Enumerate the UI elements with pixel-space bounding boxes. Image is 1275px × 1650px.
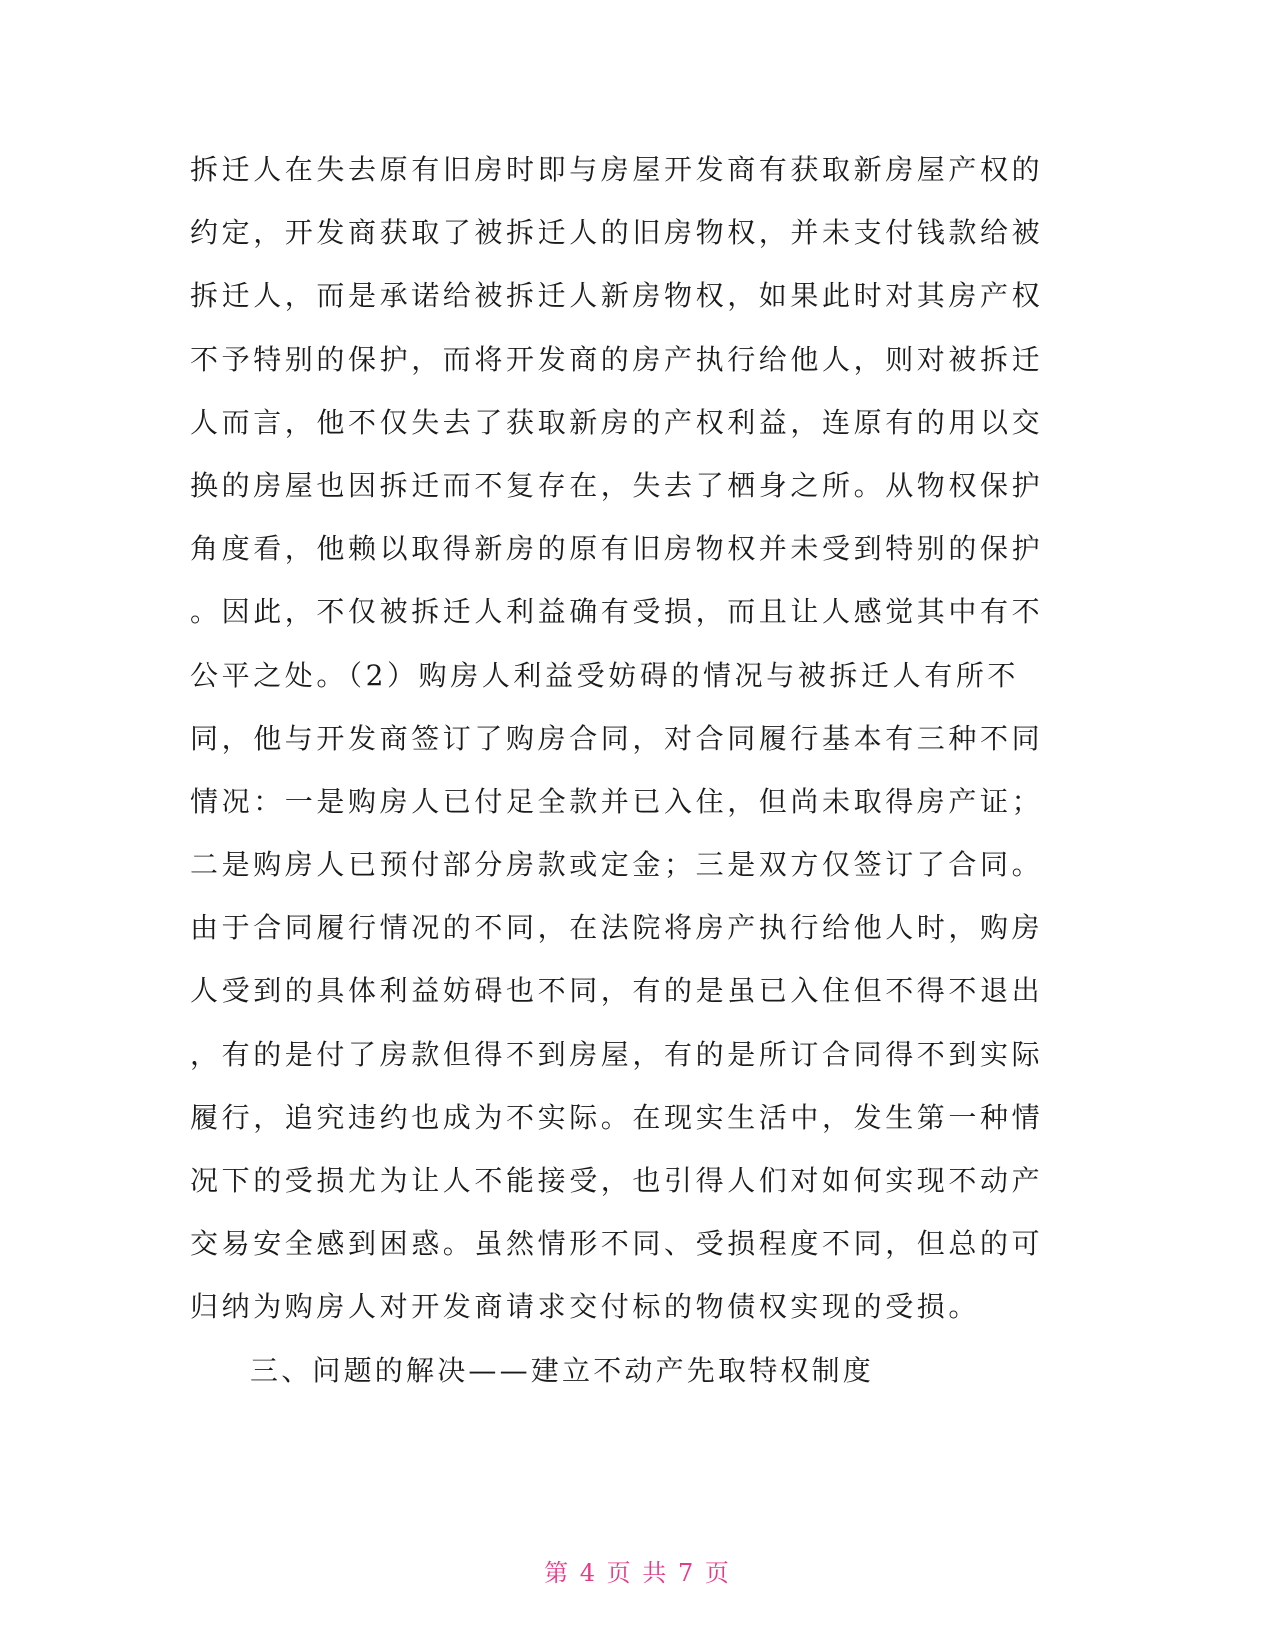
text-line: 。因此，不仅被拆迁人利益确有受损，而且让人感觉其中有不	[190, 595, 1044, 629]
text-line: 不予特别的保护，而将开发商的房产执行给他人，则对被拆迁	[190, 342, 1044, 376]
text-line: 情况：一是购房人已付足全款并已入住，但尚未取得房产证；	[190, 784, 1044, 818]
section-heading: 三、问题的解决——建立不动产先取特权制度	[250, 1353, 875, 1387]
text-line: 二是购房人已预付部分房款或定金；三是双方仅签订了合同。	[190, 848, 1044, 882]
text-line: 换的房屋也因拆迁而不复存在，失去了栖身之所。从物权保护	[190, 468, 1044, 502]
text-line: 况下的受损尤为让人不能接受，也引得人们对如何实现不动产	[190, 1164, 1044, 1197]
text-line: 约定，开发商获取了被拆迁人的旧房物权，并未支付钱款给被	[190, 216, 1044, 250]
text-line: 公平之处。（2）购房人利益受妨碍的情况与被拆迁人有所不	[190, 658, 1020, 692]
text-line: 角度看，他赖以取得新房的原有旧房物权并未受到特别的保护	[190, 532, 1044, 566]
text-line: ，有的是付了房款但得不到房屋，有的是所订合同得不到实际	[190, 1037, 1044, 1071]
text-line: 拆迁人在失去原有旧房时即与房屋开发商有获取新房屋产权的	[190, 153, 1044, 186]
text-line: 由于合同履行情况的不同，在法院将房产执行给他人时，购房	[190, 911, 1044, 945]
text-line: 拆迁人，而是承诺给被拆迁人新房物权，如果此时对其房产权	[190, 279, 1044, 313]
page-number-footer: 第 4 页 共 7 页	[544, 1559, 731, 1587]
text-line: 履行，追究违约也成为不实际。在现实生活中，发生第一种情	[190, 1100, 1044, 1134]
text-line: 同，他与开发商签订了购房合同，对合同履行基本有三种不同	[190, 721, 1044, 755]
text-line: 归纳为购房人对开发商请求交付标的物债权实现的受损。	[190, 1290, 981, 1324]
text-line: 人而言，他不仅失去了获取新房的产权利益，连原有的用以交	[190, 405, 1044, 439]
body-text	[190, 138, 1080, 1402]
text-line: 交易安全感到困惑。虽然情形不同、受损程度不同，但总的可	[190, 1227, 1044, 1261]
text-line: 人受到的具体利益妨碍也不同，有的是虽已入住但不得不退出	[190, 974, 1044, 1008]
